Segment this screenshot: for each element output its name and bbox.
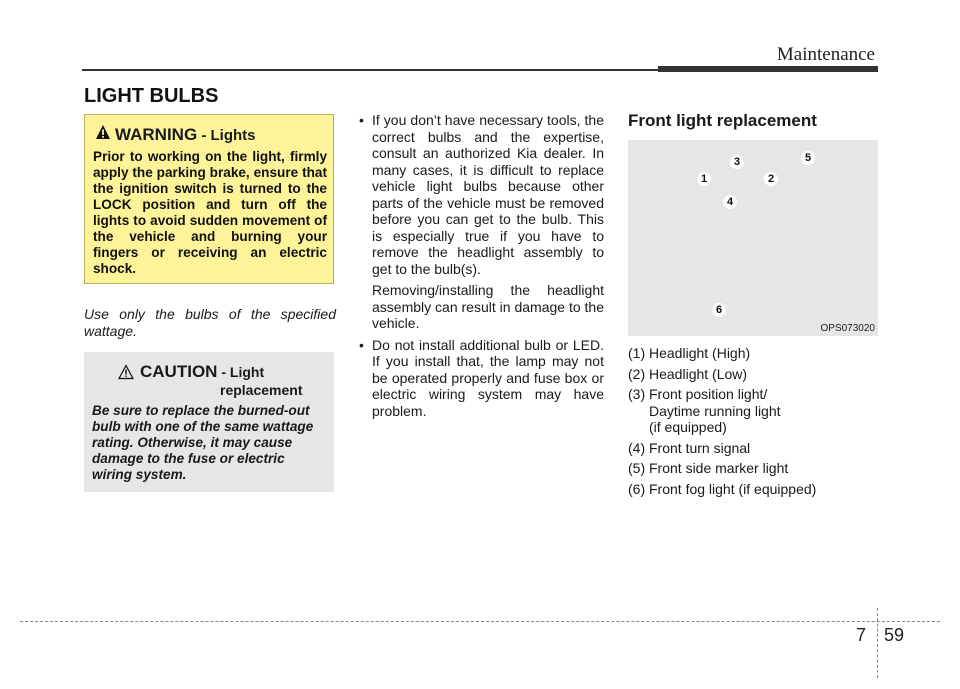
list-item bbox=[356, 337, 604, 420]
warning-subject: - Lights bbox=[197, 127, 256, 144]
callout-6: 6 bbox=[712, 303, 726, 317]
legend-item: (1) Headlight (High) bbox=[628, 345, 751, 361]
legend-item: (2) Headlight (Low) bbox=[628, 365, 748, 382]
page-title: LIGHT BULBS bbox=[84, 85, 219, 107]
legend-item: (6) Front fog light (if equipped) bbox=[628, 480, 817, 497]
bullet-icon: • bbox=[359, 336, 364, 353]
warning-text: Prior to working on the light, firmly apply the parking brake, ensure that the ignition switch is turned to the LOCK position and turn off the lights to avoid sudden movement of the vehicle and burning your fingers or receiving an electric shock. bbox=[93, 149, 327, 276]
tips-column bbox=[356, 112, 604, 424]
caution-box bbox=[84, 352, 334, 492]
callout-5: 5 bbox=[801, 151, 815, 165]
bullet-continuation: Removing/installing the headlight assembly can result in damage to the vehicle. bbox=[372, 282, 604, 331]
bullet-text: If you don’t have necessary tools, the correct bulbs and the expertise, consult an authorized Kia dealer. In many cases, it is difficult to replace vehicle light bulbs because other parts of the vehicle must be removed before you can get to the bulb. This is especially true if you have to remove the headlight assembly to get to the bulb(s). bbox=[372, 112, 604, 277]
callout-2: 2 bbox=[764, 172, 778, 186]
section-header: Maintenance bbox=[776, 44, 875, 65]
front-light-figure bbox=[628, 140, 878, 336]
page-number: 59 bbox=[884, 625, 905, 645]
wattage-note: Use only the bulbs of the specified wattage. bbox=[84, 306, 336, 339]
front-light-title: Front light replacement bbox=[628, 111, 817, 130]
page-number-separator bbox=[877, 608, 878, 678]
bullet-text: Do not install additional bulb or LED. If you install that, the lamp may not be operated properly and fuse box or electric wiring system may have problem. bbox=[372, 336, 604, 419]
figure-code: OPS073020 bbox=[820, 323, 875, 334]
callout-1: 1 bbox=[697, 172, 711, 186]
header-rule-accent bbox=[658, 66, 878, 72]
footer-rule bbox=[20, 621, 940, 622]
legend-item bbox=[628, 386, 878, 436]
callout-3: 3 bbox=[730, 155, 744, 169]
caution-title bbox=[140, 362, 264, 382]
figure-legend bbox=[628, 345, 878, 501]
warning-triangle-icon bbox=[95, 124, 111, 140]
warning-label: WARNING bbox=[115, 125, 198, 144]
legend-line: (if equipped) bbox=[649, 419, 727, 435]
warning-title bbox=[115, 125, 256, 145]
caution-triangle-icon bbox=[118, 364, 134, 380]
bullet-icon: • bbox=[359, 112, 364, 128]
legend-line: (3) Front position light/ bbox=[628, 386, 768, 402]
legend-item: (4) Front turn signal bbox=[628, 439, 751, 456]
callout-4: 4 bbox=[723, 195, 737, 209]
list-item bbox=[356, 112, 604, 277]
caution-subject-line2: replacement bbox=[220, 382, 303, 398]
caution-subject: - Light bbox=[217, 364, 265, 380]
caution-label: CAUTION bbox=[140, 362, 218, 381]
caution-text: Be sure to replace the burned-out bulb with one of the same wattage rating. Otherwise, it may cause damage to the fuse or electric wiring system. bbox=[92, 403, 314, 482]
chapter-number: 7 bbox=[856, 625, 867, 645]
warning-box bbox=[84, 114, 334, 284]
legend-item: (5) Front side marker light bbox=[628, 460, 789, 476]
legend-line: Daytime running light bbox=[649, 402, 781, 419]
